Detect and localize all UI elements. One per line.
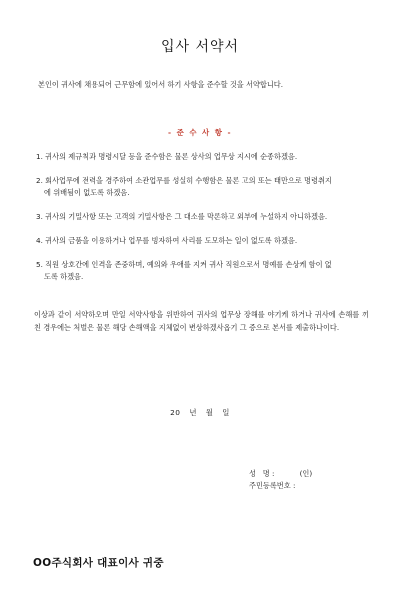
document-title: 입사 서약서 xyxy=(160,39,240,55)
intro-text: 본인이 귀사에 채용되어 근무함에 있어서 하기 사항을 준수할 것을 서약합니다. xyxy=(38,80,284,89)
pledge-item-text: 3. 귀사의 기밀사항 또는 고객의 기밀사항은 그 대소를 막론하고 외부에 누설하지 아니하겠음. xyxy=(36,212,328,221)
pledge-item-3 xyxy=(36,211,366,223)
addressee: OO주식회사 대표이사 귀중 xyxy=(33,557,164,569)
signature-name-line: 성 명 : (인) xyxy=(249,469,313,478)
compliance-heading: - 준 수 사 항 - xyxy=(167,128,233,137)
pledge-item-text: 2. 회사업무에 전력을 경주하여 소관업무를 성실히 수행함은 물론 고의 또는 태만으로 명령취지 xyxy=(36,176,332,185)
date-line: 20 년 월 일 xyxy=(170,408,230,417)
resident-id-line: 주민등록번호 : xyxy=(249,481,296,490)
pledge-item-text: 5. 직원 상호간에 인격을 존중하며, 예의와 우애를 지켜 귀사 직원으로서 명예를 손상케 함이 없 xyxy=(36,260,332,269)
pledge-item-1 xyxy=(36,151,366,163)
pledge-item-2 xyxy=(36,175,366,199)
closing-statement: 이상과 같이 서약하오며 만일 서약사항을 위반하여 귀사의 업무상 장해를 야기케 하거나 귀사에 손해를 끼친 경우에는 처벌은 물론 해당 손해액을 지체없이 변상하겠사옵기 그 증으로 본서를 제출하나이다. xyxy=(34,310,369,332)
pledge-item-text: 4. 귀사의 금품을 이용하거나 업무를 빙자하여 사리를 도모하는 일이 없도록 하겠음. xyxy=(36,236,298,245)
pledge-item-4 xyxy=(36,235,366,247)
pledge-item-text: 1. 귀사의 제규칙과 명령시달 등을 준수함은 물론 상사의 업무상 지시에 순종하겠음. xyxy=(36,152,298,161)
pledge-item-5 xyxy=(36,259,366,283)
pledge-item-continuation: 도록 하겠음. xyxy=(44,272,84,281)
pledge-item-continuation: 에 위배됨이 없도록 하겠음. xyxy=(44,188,130,197)
